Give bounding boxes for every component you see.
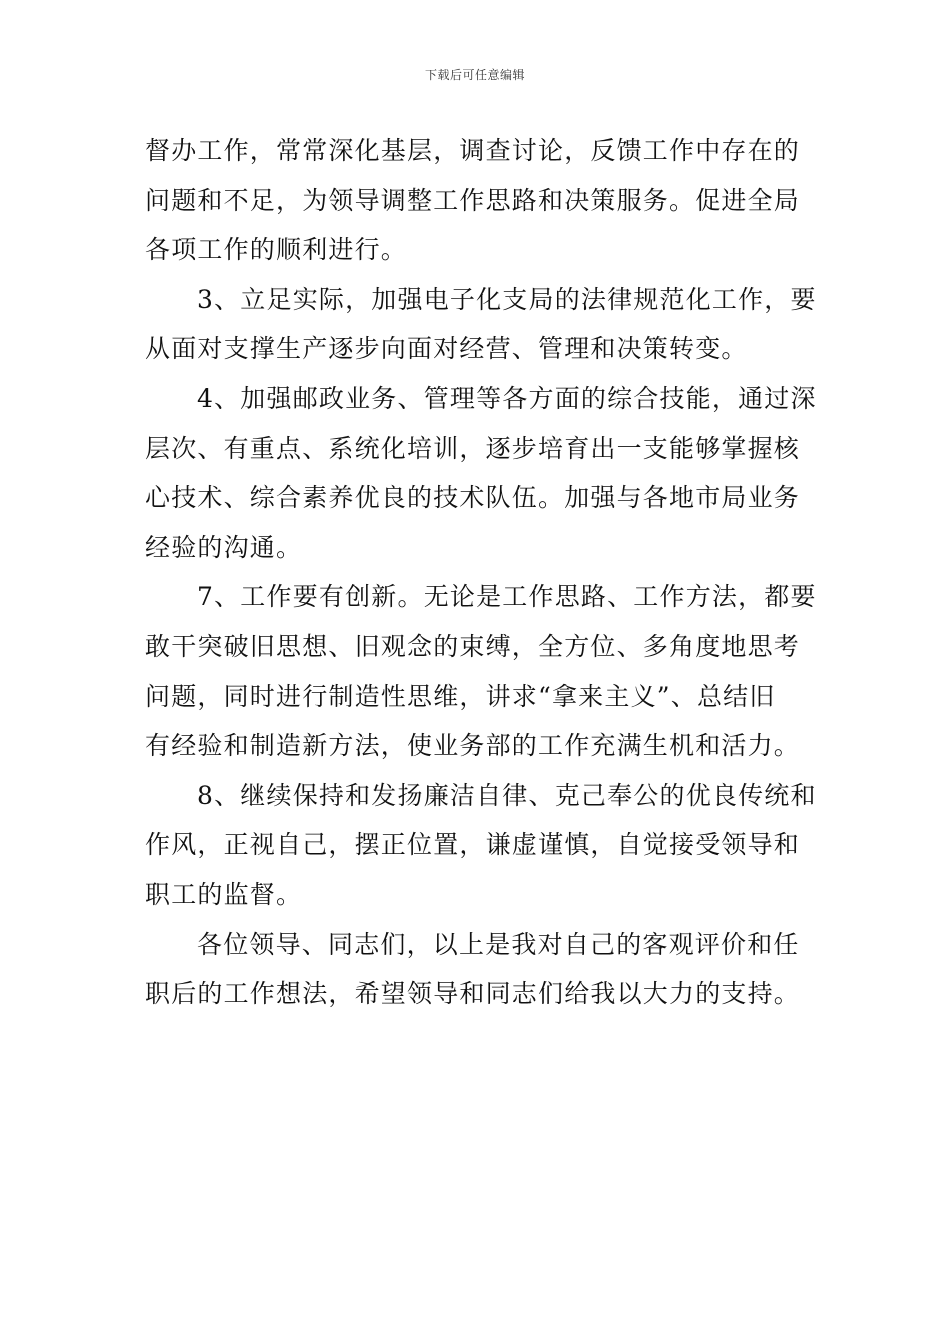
document-body — [145, 126, 817, 1019]
text-line: 督办工作，常常深化基层，调查讨论，反馈工作中存在的 — [145, 136, 801, 165]
text-line: 各位领导、同志们，以上是我对自己的客观评价和任 — [197, 929, 800, 959]
page-header-note: 下载后可任意编辑 — [424, 68, 525, 82]
text-line: 4、加强邮政业务、管理等各方面的综合技能，通过深 — [197, 383, 817, 413]
text-line: 职后的工作想法，希望领导和同志们给我以大力的支持。 — [145, 979, 801, 1009]
text-line: 从面对支撑生产逐步向面对经营、管理和决策转变。 — [145, 334, 748, 364]
text-line: 7、工作要有创新。无论是工作思路、工作方法，都要 — [197, 582, 817, 612]
text-line: 层次、有重点、系统化培训，逐步培育出一支能够掌握核 — [145, 433, 801, 463]
text-line: 3、立足实际，加强电子化支局的法律规范化工作，要 — [197, 284, 817, 314]
text-line: 各项工作的顺利进行。 — [145, 235, 408, 265]
text-line: 问题，同时进行制造性思维，讲求“拿来主义”、总结旧 — [145, 681, 776, 711]
text-line: 心技术、综合素养优良的技术队伍。加强与各地市局业务 — [145, 483, 801, 513]
text-line: 作风，正视自己，摆正位置，谦虚谨慎，自觉接受领导和 — [145, 830, 801, 860]
text-line: 经验的沟通。 — [145, 532, 303, 562]
text-line: 有经验和制造新方法，使业务部的工作充满生机和活力。 — [145, 731, 801, 761]
text-line: 8、继续保持和发扬廉洁自律、克己奉公的优良传统和 — [197, 780, 817, 810]
text-line: 敢干突破旧思想、旧观念的束缚，全方位、多角度地思考 — [145, 631, 801, 661]
text-line: 问题和不足，为领导调整工作思路和决策服务。促进全局 — [145, 185, 801, 215]
text-line: 职工的监督。 — [145, 879, 303, 909]
